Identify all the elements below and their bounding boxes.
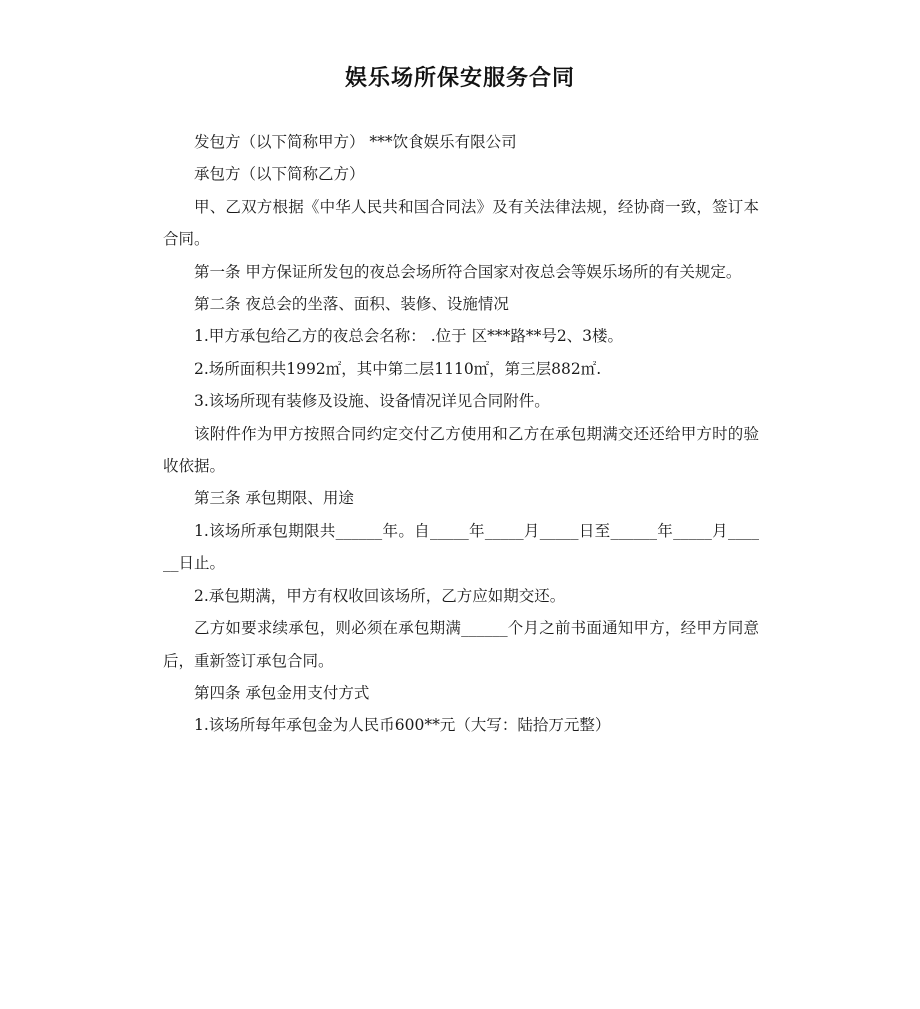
article-2-item-2: 2.场所面积共1992㎡，其中第二层1110㎡，第三层882㎡. bbox=[194, 359, 602, 378]
article-3-item-2: 2.承包期满，甲方有权收回该场所，乙方应如期交还。 bbox=[194, 586, 566, 605]
document-title: 娱乐场所保安服务合同 bbox=[344, 66, 575, 91]
party-a-line: 发包方（以下简称甲方） ***饮食娱乐有限公司 bbox=[194, 133, 517, 151]
article-2-item-3: 3.该场所现有装修及设施、设备情况详见合同附件。 bbox=[194, 392, 550, 411]
article-2-item-1: 1.甲方承包给乙方的夜总会名称： .位于 区***路**号2、3楼。 bbox=[194, 327, 624, 346]
article-3-renewal-note: 乙方如要求续承包，则必须在承包期满______个月之前书面通知甲方，经甲方同意后，重新签订承包合同。 bbox=[163, 619, 759, 670]
document-body bbox=[163, 126, 759, 742]
article-2-heading: 第二条 夜总会的坐落、面积、装修、设施情况 bbox=[194, 295, 509, 314]
article-1: 第一条 甲方保证所发包的夜总会场所符合国家对夜总会等娱乐场所的有关规定。 bbox=[194, 262, 742, 281]
article-4-item-1: 1.该场所每年承包金为人民币600**元（大写：陆拾万元整） bbox=[194, 716, 611, 735]
article-2-attachment-note: 该附件作为甲方按照合同约定交付乙方使用和乙方在承包期满交还还给甲方时的验收依据。 bbox=[163, 424, 759, 476]
article-4-heading: 第四条 承包金用支付方式 bbox=[194, 683, 370, 702]
article-3-heading: 第三条 承包期限、用途 bbox=[194, 489, 354, 508]
article-3-item-1: 1.该场所承包期限共______年。自_____年_____月_____日至______年_____月______日止。 bbox=[163, 521, 759, 573]
party-b-line: 承包方（以下简称乙方） bbox=[194, 165, 365, 184]
preamble-paragraph: 甲、乙双方根据《中华人民共和国合同法》及有关法律法规，经协商一致，签订本合同。 bbox=[163, 197, 759, 249]
